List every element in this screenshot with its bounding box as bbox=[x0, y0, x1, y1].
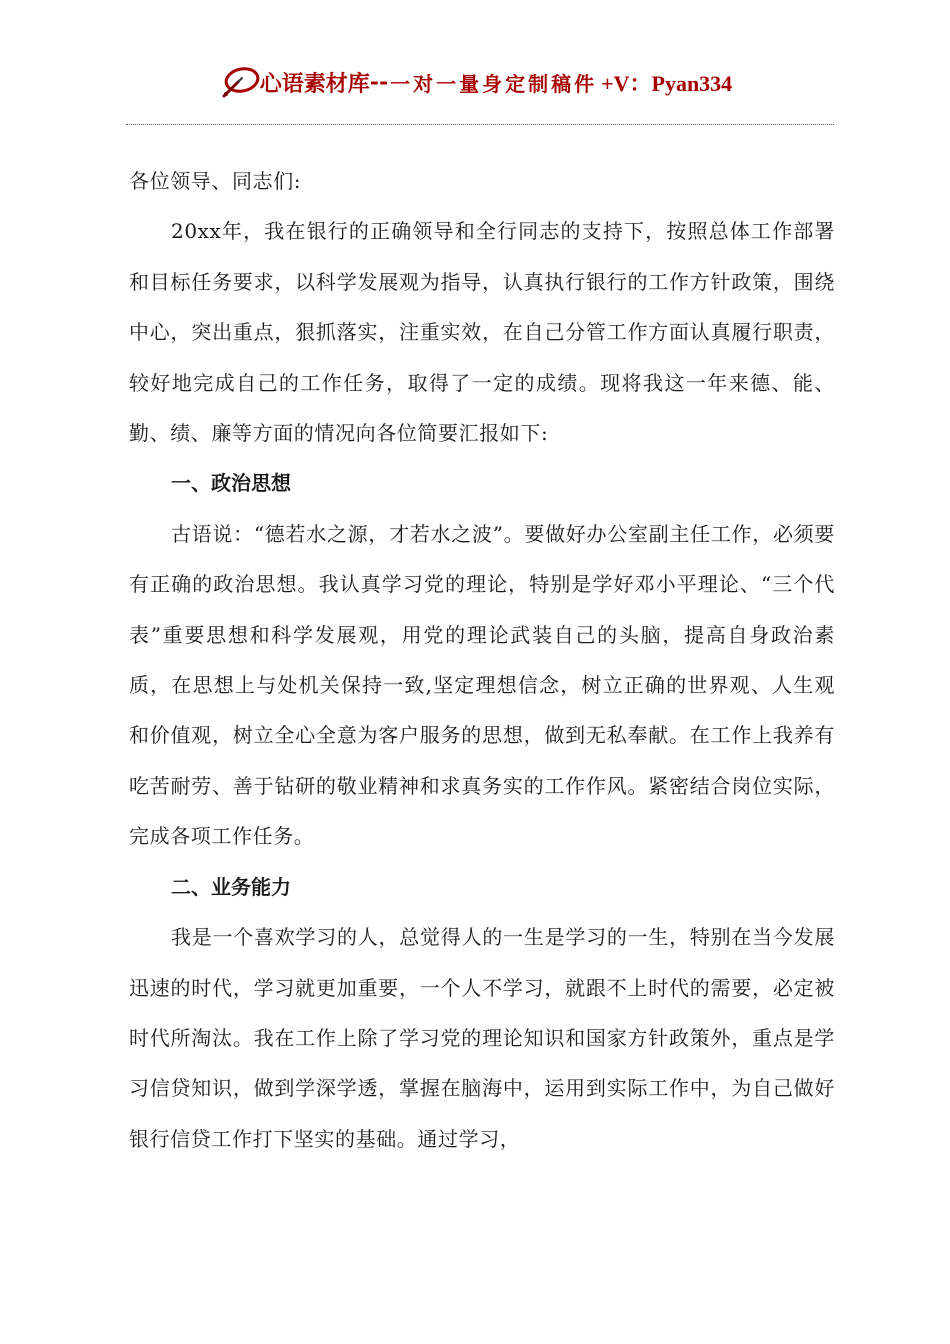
salutation: 各位领导、同志们: bbox=[129, 169, 302, 193]
header-slogan: 一对一量身定制稿件 bbox=[390, 71, 598, 96]
page-header bbox=[0, 60, 950, 104]
section-paragraph: 我是一个喜欢学习的人，总觉得人的一生是学习的一生，特别在当今发展迅速的时代，学习就更加重要，一个人不学习，就跟不上时代的需要，必定被时代所淘汰。我在工作上除了学习党的理论知识和国家方针政策外，重点是学习信贷知识，做到学深学透，掌握在脑海中，运用到实际工作中，为自己做好银行信贷工作打下坚实的基础。通过学习， bbox=[129, 925, 835, 1151]
section-heading: 一、政治思想 bbox=[171, 471, 291, 496]
pen-swirl-logo-icon bbox=[218, 62, 260, 102]
section-heading: 二、业务能力 bbox=[171, 874, 291, 899]
document-body bbox=[129, 156, 835, 1164]
header-contact: +V：Pyan334 bbox=[601, 70, 733, 96]
header-divider bbox=[126, 124, 834, 125]
brand-name: 心语素材库 bbox=[259, 70, 370, 97]
intro-paragraph: 20xx年，我在银行的正确领导和全行同志的支持下，按照总体工作部署和目标任务要求，以科学发展观为指导，认真执行银行的工作方针政策，围绕中心，突出重点，狠抓落实，注重实效，在自己分管工作方面认真履行职责，较好地完成自己的工作任务，取得了一定的成绩。现将我这一年来德、能、勤、绩、廉等方面的情况向各位简要汇报如下: bbox=[129, 219, 835, 446]
header-separator: -- bbox=[369, 69, 389, 95]
section-paragraph: 古语说：“德若水之源，才若水之波”。要做好办公室副主任工作，必须要有正确的政治思想。我认真学习党的理论，特别是学好邓小平理论、“三个代表”重要思想和科学发展观，用党的理论武装自己的头脑，提高自身政治素质，在思想上与处机关保持一致,坚定理想信念，树立正确的世界观、人生观和价值观，树立全心全意为客户服务的思想，做到无私奉献。在工作上我养有吃苦耐劳、善于钻研的敬业精神和求真务实的工作作风。紧密结合岗位实际，完成各项工作任务。 bbox=[129, 521, 835, 849]
